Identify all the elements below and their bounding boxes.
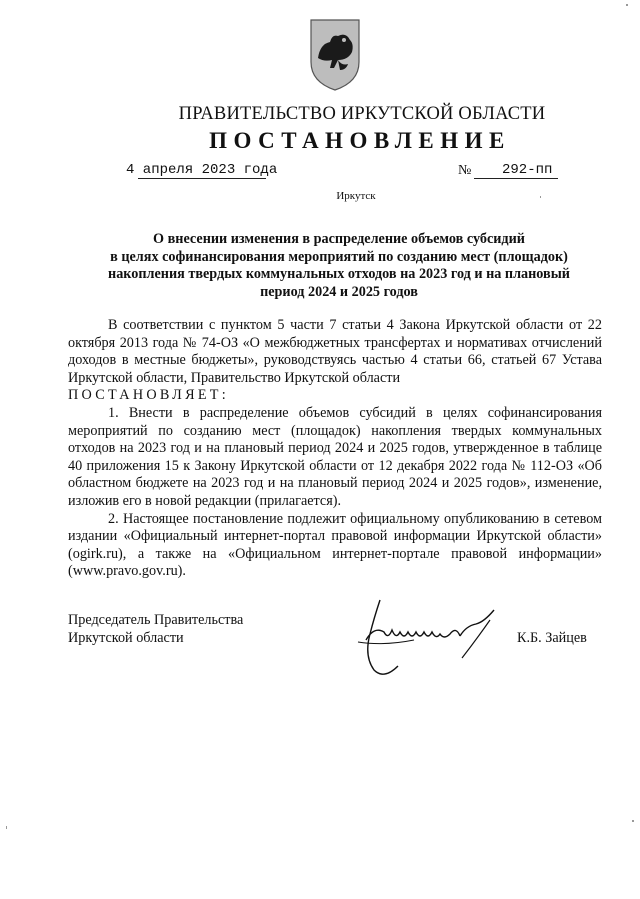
signatory-position xyxy=(68,611,243,647)
position-line: Иркутской области xyxy=(68,630,184,646)
position-line: Председатель Правительства xyxy=(68,612,244,628)
title-line: накопления твердых коммунальных отходов на 2023 год и на плановый xyxy=(108,266,570,282)
item-1-paragraph: 1. Внести в распределение объемов субсидий в целях софинансирования мероприятий по созданию мест (площадок) накопления твердых коммунальных отходов на 2023 год и на плановый период 2024 и 2025 годов, утвержденное в таблице 40 приложения 15 к Закону Иркутской области от 12 декабря 2022 года № 112-ОЗ «Об областном бюджете на 2023 год и на плановый период 2024 и 2025 годов», изменение, изложив его в новой редакции (прилагается). xyxy=(68,404,602,509)
scan-speck xyxy=(632,820,634,822)
signer-name: К.Б. Зайцев xyxy=(517,630,587,646)
number-sign: № xyxy=(458,163,472,178)
date-underline xyxy=(138,178,266,179)
city: Иркутск xyxy=(336,190,376,202)
number-underline xyxy=(474,178,558,179)
title-line: О внесении изменения в распределение объемов субсидий xyxy=(153,231,525,247)
coat-of-arms-icon xyxy=(308,18,362,92)
item-2-paragraph: 2. Настоящее постановление подлежит официальному опубликованию в сетевом издании «Официальный интернет-портал правовой информации Иркутской области» (ogirk.ru), а также на «Официальном интернет-портале правовой информации» (www.pravo.gov.ru). xyxy=(68,510,602,580)
decree-number: 292-пп xyxy=(502,162,553,178)
preamble-paragraph: В соответствии с пунктом 5 части 7 статьи 4 Закона Иркутской области от 22 октября 2013 года № 74-ОЗ «О межбюджетных трансфертах и нормативах отчислений доходов в местные бюджеты», руководствуясь частью 4 статьи 66, статьей 67 Устава Иркутской области, Правительство Иркутской области xyxy=(68,317,602,386)
document-body xyxy=(68,317,602,581)
scan-speck xyxy=(6,826,7,829)
scan-speck xyxy=(540,196,541,198)
document-title xyxy=(84,231,594,301)
scan-speck xyxy=(626,4,628,6)
document-type: ПОСТАНОВЛЕНИЕ xyxy=(209,128,511,153)
resolves-heading: ПОСТАНОВЛЯЕТ: xyxy=(68,387,230,404)
title-line: период 2024 и 2025 годов xyxy=(260,283,418,300)
government-name: ПРАВИТЕЛЬСТВО ИРКУТСКОЙ ОБЛАСТИ xyxy=(178,104,546,124)
title-line: в целях софинансирования мероприятий по созданию мест (площадок) xyxy=(110,248,568,265)
handwritten-signature-icon xyxy=(344,596,512,682)
decree-date: 4 апреля 2023 года xyxy=(126,162,278,178)
